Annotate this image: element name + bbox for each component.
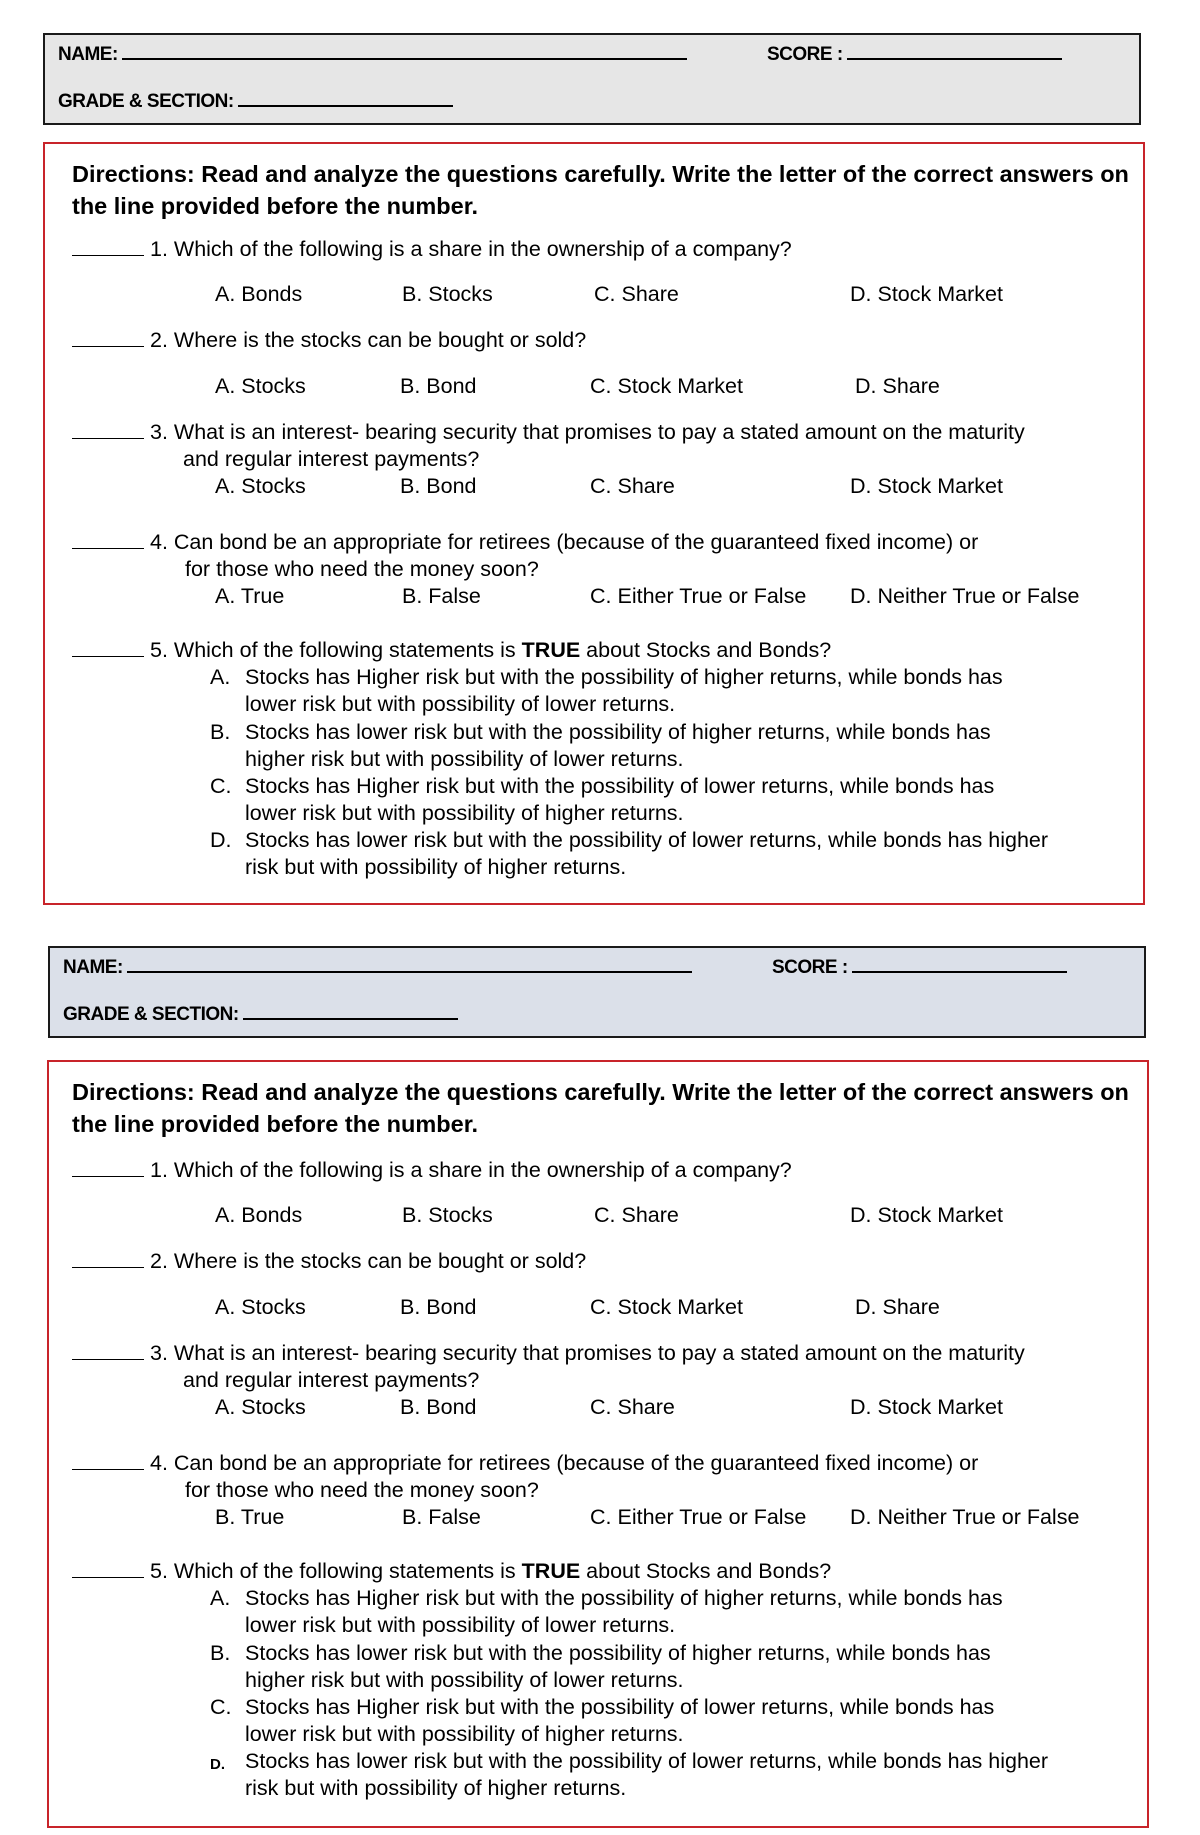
- grade-field[interactable]: [238, 104, 453, 107]
- question-2: [72, 1248, 1132, 1275]
- option-a: A. True: [215, 584, 285, 608]
- question-text-cont: and regular interest payments?: [183, 447, 480, 471]
- answer-blank[interactable]: [72, 437, 144, 439]
- option-d: D. Stock Market: [850, 1203, 1003, 1227]
- option-c: C. Stocks has Higher risk but with the possibility of lower returns, while bonds has lower risk but with possibility of higher returns.: [210, 774, 995, 825]
- questions-box: [47, 1060, 1149, 1828]
- option-b: B. False: [402, 584, 481, 608]
- question-text: 4. Can bond be an appropriate for retirees (because of the guaranteed fixed income) or: [150, 530, 979, 554]
- questions-box: [43, 142, 1145, 905]
- option-b: B. Stocks: [402, 1203, 493, 1227]
- question-text: 2. Where is the stocks can be bought or sold?: [150, 328, 587, 352]
- student-info-header: [43, 33, 1141, 125]
- question-1: [72, 1157, 1132, 1184]
- option-d: D. Stocks has lower risk but with the possibility of lower returns, while bonds has higher risk but with possibility of higher returns.: [210, 1749, 1049, 1800]
- question-text-post: about Stocks and Bonds?: [580, 1559, 832, 1583]
- option-d: D. Share: [855, 374, 940, 398]
- option-d: D. Neither True or False: [850, 1505, 1080, 1529]
- answer-blank[interactable]: [72, 547, 144, 549]
- option-d: D. Stock Market: [850, 474, 1003, 498]
- question-2: [72, 327, 1132, 354]
- option-a: A. Stocks: [215, 374, 306, 398]
- option-b: B. False: [402, 1505, 481, 1529]
- question-text: 3. What is an interest- bearing security that promises to pay a stated amount on the maturity: [150, 420, 1025, 444]
- option-c: C. Share: [590, 1395, 675, 1419]
- answer-blank[interactable]: [72, 1358, 144, 1360]
- question-4-options: [45, 1504, 1145, 1531]
- option-d: D. Share: [855, 1295, 940, 1319]
- question-emphasis: TRUE: [521, 638, 581, 662]
- name-row: [63, 957, 692, 979]
- name-field[interactable]: [127, 970, 692, 973]
- answer-blank[interactable]: [72, 1175, 144, 1177]
- option-b: B. Stocks has lower risk but with the possibility of higher returns, while bonds has higher risk but with possibility of lower returns.: [210, 720, 991, 771]
- grade-field[interactable]: [243, 1017, 458, 1020]
- question-1-options: [45, 281, 1145, 308]
- answer-blank[interactable]: [72, 1576, 144, 1578]
- score-field[interactable]: [847, 57, 1062, 60]
- directions-label: Directions:: [72, 1079, 195, 1105]
- option-b: B. Bond: [400, 1395, 477, 1419]
- answer-blank[interactable]: [72, 254, 144, 256]
- name-label: NAME:: [58, 44, 118, 65]
- student-info-header: [48, 946, 1146, 1038]
- option-c: C. Either True or False: [590, 584, 807, 608]
- score-label: SCORE :: [767, 44, 843, 65]
- question-text: 1. Which of the following is a share in the ownership of a company?: [150, 1158, 792, 1182]
- option-c: C. Share: [590, 474, 675, 498]
- option-c: C. Share: [594, 282, 679, 306]
- grade-label: GRADE & SECTION:: [63, 1004, 239, 1025]
- score-field[interactable]: [852, 970, 1067, 973]
- option-c: C. Stock Market: [590, 1295, 743, 1319]
- question-3-options: [45, 1394, 1145, 1421]
- grade-row: [63, 1004, 458, 1026]
- question-4: [72, 1450, 1132, 1504]
- option-d: D. Stock Market: [850, 1395, 1003, 1419]
- option-a: A. Bonds: [215, 1203, 303, 1227]
- answer-blank[interactable]: [72, 1468, 144, 1470]
- directions: [72, 158, 1132, 222]
- question-1: [72, 236, 1132, 263]
- question-5: [72, 1558, 1132, 1585]
- score-row: [767, 44, 1062, 66]
- question-text: 5. Which of the following statements is: [150, 638, 522, 662]
- option-a: A. Bonds: [215, 282, 303, 306]
- option-c: C. Share: [594, 1203, 679, 1227]
- grade-row: [58, 91, 453, 113]
- directions: [72, 1076, 1132, 1140]
- option-c: C. Either True or False: [590, 1505, 807, 1529]
- question-text-post: about Stocks and Bonds?: [580, 638, 832, 662]
- option-a: A. Stocks has Higher risk but with the possibility of higher returns, while bonds has lower risk but with possibility of lower returns.: [210, 1586, 1003, 1637]
- directions-text: Read and analyze the questions carefully. Write the letter of the correct answers on the line provided before the number.: [72, 161, 1129, 219]
- option-c: C. Stocks has Higher risk but with the possibility of lower returns, while bonds has lower risk but with possibility of higher returns.: [210, 1695, 995, 1746]
- option-a: A. Stocks has Higher risk but with the possibility of higher returns, while bonds has lower risk but with possibility of lower returns.: [210, 665, 1003, 716]
- option-c: C. Stock Market: [590, 374, 743, 398]
- option-b: B. Bond: [400, 1295, 477, 1319]
- answer-blank[interactable]: [72, 345, 144, 347]
- question-text: 4. Can bond be an appropriate for retirees (because of the guaranteed fixed income) or: [150, 1451, 979, 1475]
- name-field[interactable]: [122, 57, 687, 60]
- question-5: [72, 637, 1132, 664]
- question-text-cont: and regular interest payments?: [183, 1368, 480, 1392]
- option-b: B. Stocks has lower risk but with the possibility of higher returns, while bonds has higher risk but with possibility of lower returns.: [210, 1641, 991, 1692]
- question-1-options: [45, 1202, 1145, 1229]
- question-text-cont: for those who need the money soon?: [185, 1478, 539, 1502]
- directions-text: Read and analyze the questions carefully. Write the letter of the correct answers on the line provided before the number.: [72, 1079, 1129, 1137]
- option-a: B. True: [215, 1505, 285, 1529]
- question-3-options: [45, 473, 1145, 500]
- question-text: 3. What is an interest- bearing security that promises to pay a stated amount on the maturity: [150, 1341, 1025, 1365]
- option-d: D. Neither True or False: [850, 584, 1080, 608]
- option-a: A. Stocks: [215, 1395, 306, 1419]
- option-b: B. Bond: [400, 474, 477, 498]
- question-emphasis: TRUE: [521, 1559, 581, 1583]
- score-row: [772, 957, 1067, 979]
- option-d: D. Stock Market: [850, 282, 1003, 306]
- question-3: [72, 1340, 1132, 1394]
- grade-label: GRADE & SECTION:: [58, 91, 234, 112]
- option-d: D. Stocks has lower risk but with the possibility of lower returns, while bonds has higher risk but with possibility of higher returns.: [210, 828, 1049, 879]
- name-label: NAME:: [63, 957, 123, 978]
- question-4: [72, 529, 1132, 583]
- option-b: B. Stocks: [402, 282, 493, 306]
- question-text: 5. Which of the following statements is: [150, 1559, 522, 1583]
- score-label: SCORE :: [772, 957, 848, 978]
- option-b: B. Bond: [400, 374, 477, 398]
- question-text: 1. Which of the following is a share in the ownership of a company?: [150, 237, 792, 261]
- option-a: A. Stocks: [215, 1295, 306, 1319]
- question-3: [72, 419, 1132, 473]
- directions-label: Directions:: [72, 161, 195, 187]
- answer-blank[interactable]: [72, 1266, 144, 1268]
- option-a: A. Stocks: [215, 474, 306, 498]
- answer-blank[interactable]: [72, 655, 144, 657]
- question-2-options: [45, 373, 1145, 400]
- question-text-cont: for those who need the money soon?: [185, 557, 539, 581]
- question-text: 2. Where is the stocks can be bought or sold?: [150, 1249, 587, 1273]
- question-2-options: [45, 1294, 1145, 1321]
- name-row: [58, 44, 687, 66]
- question-4-options: [45, 583, 1145, 610]
